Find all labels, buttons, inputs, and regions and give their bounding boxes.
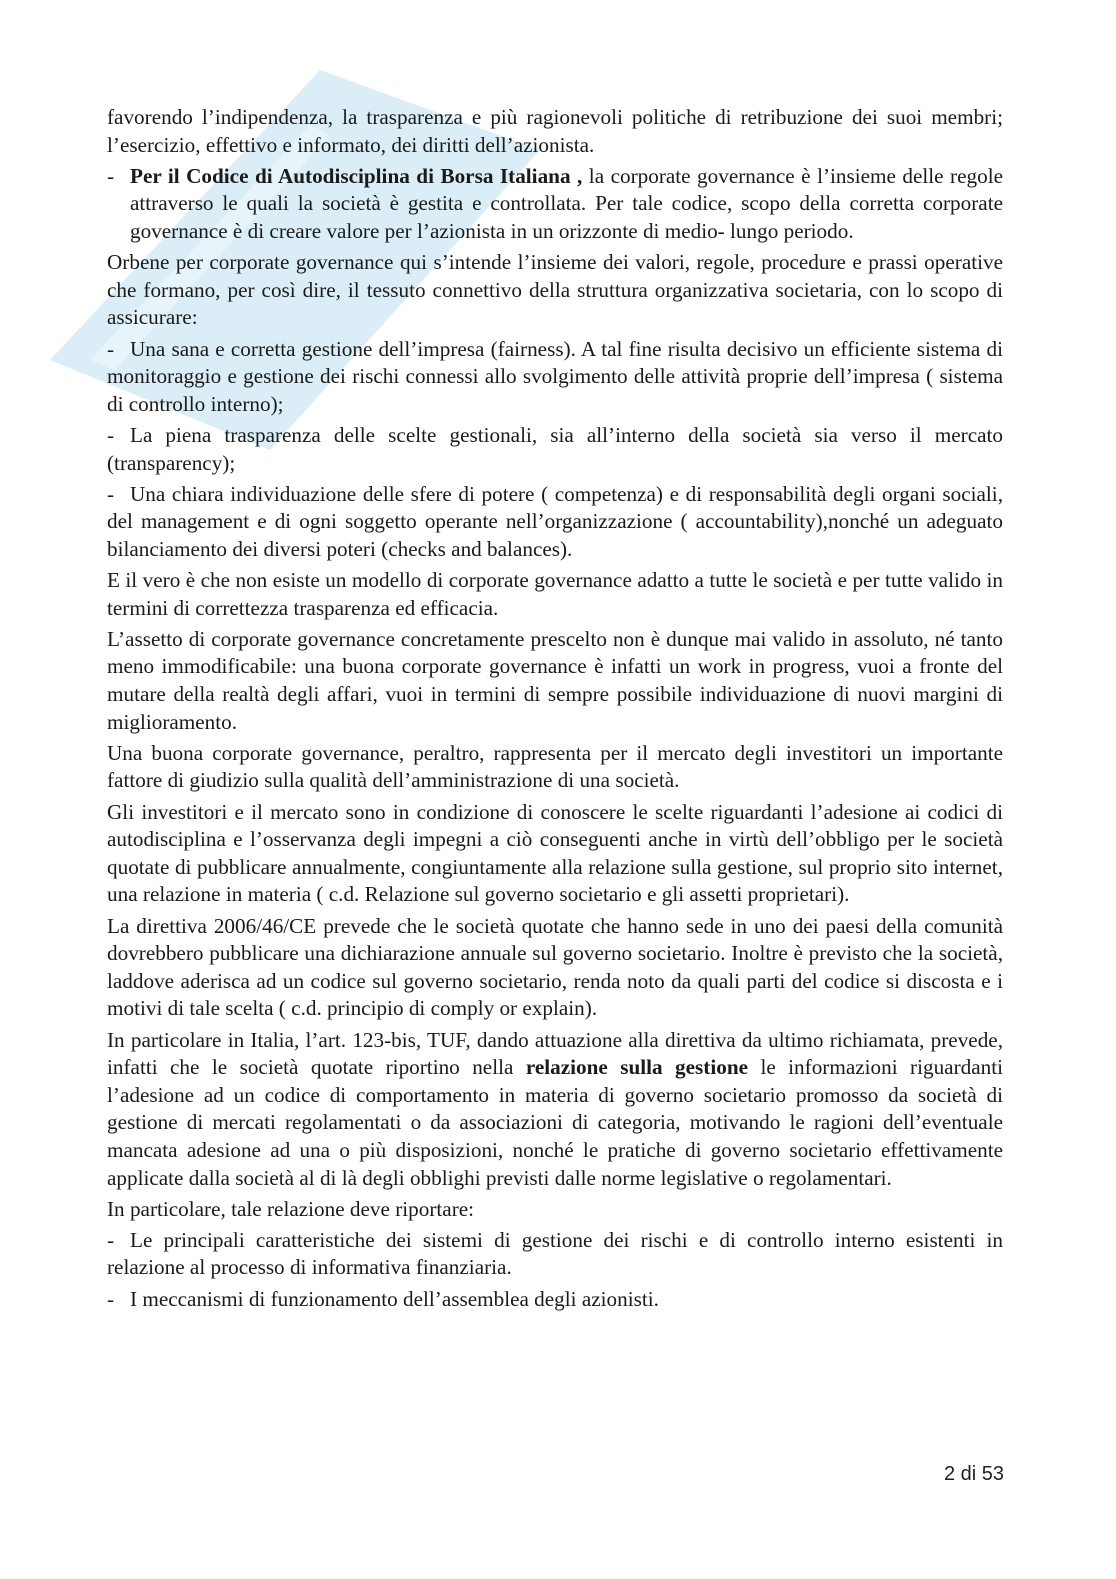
list-item-rischi — [107, 1227, 1003, 1282]
list-item-text: Una sana e corretta gestione dell’impresa (fairness). A tal fine risulta decisivo un efficiente sistema di monitoraggio e gestione dei rischi connessi allo svolgimento delle attività proprie dell’impresa ( sistema di controllo interno); — [107, 336, 1003, 416]
dash-bullet: - — [107, 336, 115, 361]
paragraph-assetto: L’assetto di corporate governance concretamente prescelto non è dunque mai valido in assoluto, né tanto meno immodificabile: una buona corporate governance è infatti un work in progress, vuoi a fronte del mutare della realtà degli affari, vuoi in termini di sempre possibile individuazione di nuovi margini di miglioramento. — [107, 626, 1003, 734]
paragraph-modello: E il vero è che non esiste un modello di corporate governance adatto a tutte le società e per tutte valido in termini di correttezza trasparenza ed efficacia. — [107, 568, 1003, 620]
list-item-codice-autodisciplina — [107, 163, 1003, 246]
list-item-text: Le principali caratteristiche dei sistemi di gestione dei rischi e di controllo interno esistenti in relazione al processo di informativa finanziaria. — [107, 1227, 1003, 1280]
paragraph-text: le informazioni riguardanti l’adesione ad un codice di comportamento in materia di governo societario promosso da società di gestione di mercati regolamentati o da associazioni di categoria, motivando le ragioni dell’eventuale mancata adesione ad una o più disposizioni, nonché le pratiche di governo societario effettivamente applicate dalla società al di là degli obblighi previsti dalle norme legislative o regolamentari. — [107, 1055, 1003, 1190]
list-item-text: I meccanismi di funzionamento dell’assemblea degli azionisti. — [130, 1286, 659, 1311]
list-item-fairness — [107, 336, 1003, 419]
list-item-text: la corporate governance è l’insieme delle regole attraverso le quali la società è gestita e controllata. Per tale codice, scopo della corretta corporate governance è di creare valore per l’azionista in un orizzonte di medio- lungo periodo. — [130, 163, 1003, 243]
dash-bullet: - — [107, 1286, 115, 1311]
list-item-assemblea — [107, 1286, 1003, 1314]
paragraph-orbene: Orbene per corporate governance qui s’intende l’insieme dei valori, regole, procedure e prassi operative che formano, per così dire, il tessuto connettivo della struttura organizzativa societaria, con lo scopo di assicurare: — [107, 250, 1003, 330]
dash-bullet: - — [107, 163, 115, 188]
page-number: 2 di 53 — [943, 1463, 1004, 1485]
bold-heading: Per il Codice di Autodisciplina di Borsa Italiana , — [130, 163, 583, 188]
dash-bullet: - — [107, 1227, 115, 1252]
bold-term: relazione sulla gestione — [525, 1055, 749, 1080]
paragraph-relazione: In particolare, tale relazione deve riportare: — [107, 1196, 475, 1221]
paragraph-text: In particolare in Italia, l’art. 123-bis, TUF, dando attuazione alla direttiva da ultimo richiamata, prevede, infatti che le società quotate riportino nella — [107, 1027, 1003, 1080]
dash-bullet: - — [107, 481, 115, 506]
list-item-accountability — [107, 481, 1003, 564]
paragraph-buona-governance: Una buona corporate governance, peraltro, rappresenta per il mercato degli investitori un importante fattore di giudizio sulla qualità dell’amministrazione di una società. — [107, 740, 1003, 793]
paragraph-direttiva: La direttiva 2006/46/CE prevede che le società quotate che hanno sede in uno dei paesi della comunità dovrebbero pubblicare una dichiarazione annuale sul governo societario. Inoltre è previsto che la società, laddove aderisca ad un codice sul governo societario, renda noto da quali parti del codice si discosta e i motivi di tale scelta ( c.d. principio di comply or explain). — [107, 913, 1003, 1021]
list-item-text: Una chiara individuazione delle sfere di potere ( competenza) e di responsabilità degli organi sociali, del management e di ogni soggetto operante nell’organizzazione ( accountability),nonché un adeguato bilanciamento dei diversi poteri (checks and balances). — [107, 481, 1003, 561]
document-body — [107, 104, 1003, 1317]
paragraph-investitori: Gli investitori e il mercato sono in condizione di conoscere le scelte riguardanti l’adesione ai codici di autodisciplina e l’osservanza degli impegni a ciò conseguenti anche in virtù dell’obbligo per le società quotate di pubblicare annualmente, congiuntamente alla relazione sulla gestione, sul proprio sito internet, una relazione in materia ( c.d. Relazione sul governo societario e gli assetti proprietari). — [107, 799, 1003, 907]
dash-bullet: - — [107, 422, 115, 447]
list-item-transparency — [107, 422, 1003, 477]
paragraph-tuf — [107, 1027, 1003, 1193]
paragraph-1: favorendo l’indipendenza, la trasparenza e più ragionevoli politiche di retribuzione dei suoi membri; l’esercizio, effettivo e informato, dei diritti dell’azionista. — [107, 105, 1003, 157]
list-item-text: La piena trasparenza delle scelte gestionali, sia all’interno della società sia verso il mercato (transparency); — [107, 422, 1003, 475]
